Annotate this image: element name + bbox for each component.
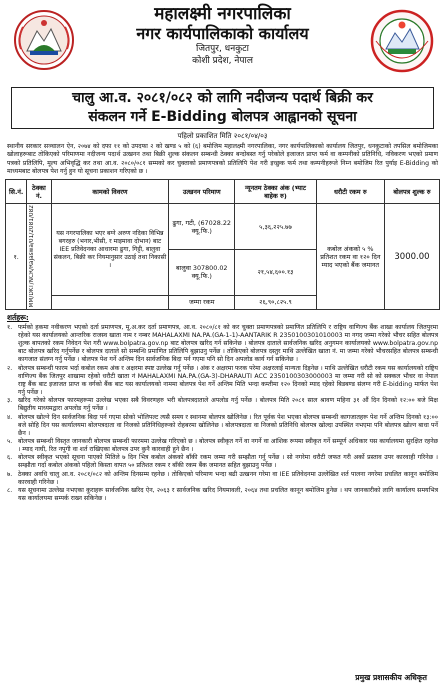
header-fee: बोलपत्र शुल्क रु: [384, 180, 439, 204]
letterhead: [5, 5, 440, 83]
header-sn: सि.नं.: [6, 180, 27, 204]
condition-item: [7, 397, 438, 413]
header-description: कामको विवरण: [51, 180, 169, 204]
condition-text: बोलपत्र स्वीकृत भएको सूचना पाएको मितिले ७ दिन भित्र कबोल अंकको बाँकी रकम जम्मा गरी सम्झौता गर्नु पर्नेछ । सो नगरेमा धरौटी जफत गरी अर्को प्रस्ताव उपर कारवाही गरिनेछ । सम्झौता गर्दा कबोल अंकको पहिलो किस्ता वापत ५० प्रतिशत रकम र बाँकी रकम बैंक जमानत सहित बुझाउनु पर्नेछ ।: [18, 454, 438, 470]
bid-details-table: [5, 179, 440, 310]
condition-number: २.: [7, 364, 13, 372]
header-deposit: धरौटी रकम रु: [316, 180, 384, 204]
cell-contract-no: [27, 204, 51, 310]
condition-text: बोलपत्र सम्बन्धी फारम भर्दा कबोल रकम अंक र अक्षरमा स्पष्ट उल्लेख गर्नु पर्नेछ । अंक र अक्षरमा फरक परेमा अक्षरलाई मान्यता दिइनेछ । माथि उल्लेखित धरौटी रकम यस कार्यालयको राष्ट्रिय वाणिज्य बैंक जितपुर शाखामा रहेको धरौटी खाता नं MAHALAXMI NA.PA.(GA-3)-DHARAUTI ACC 2350100303000003 मा जम्मा गरी सो को सक्कल भौचर वा नेपाल राष्ट्र बैंक बाट इजाजत प्राप्त क वर्गको बैंक बाट यस कार्यालयको नाममा बोलपत्र पेश गर्ने अन्तिम मिति भन्दा कम्तीमा १२० दिनको म्याद रहेको बिडबण्ड संलग्न गरी E-bidding मार्फत पेश गर्नु पर्नेछ ।: [18, 364, 438, 397]
signature-designation: प्रमुख प्रशासकीय अधिकृत: [355, 673, 427, 682]
cell-empty: [51, 295, 169, 309]
condition-number: ७.: [7, 470, 13, 478]
header-quantity: उत्खनन परिमाण: [169, 180, 235, 204]
nepal-government-emblem-icon: [13, 9, 75, 71]
header-estimate: न्यूनतम ठेक्का अंक (भ्याट बाहेक रु): [235, 180, 316, 204]
cell-quantity-sand: बालुवा 307800.02 क्यू.फि.): [169, 250, 235, 296]
cell-estimate-stone: ५,३६,२२५.७७: [235, 204, 316, 250]
condition-item: [7, 471, 438, 487]
condition-item: [7, 414, 438, 438]
condition-item: [7, 324, 438, 365]
publish-date: पहिलो प्रकाशित मिति २०८१/०४/०३: [177, 132, 268, 140]
notice-heading-box: [11, 87, 434, 129]
cell-fee: 3000.00: [384, 204, 439, 310]
condition-number: ५.: [7, 438, 13, 445]
header-contract-no: ठेक्का नं.: [27, 180, 51, 204]
cell-total-label: जम्मा रकम: [169, 295, 235, 309]
table-header-row: [6, 180, 440, 204]
condition-text: फर्मको हकमा नवीकरण भएको दर्ता प्रमाणपत्र, मू.अ.कर दर्ता प्रमाणपत्र, आ.व. २०८०/८१ को कर चुक्ता प्रमाणपत्रको प्रमाणित प्रतिलिपि र राष्ट्रिय वाणिज्य बैंक शाखा कार्यालय जितपुरमा रहेको यस कार्यालयको आन्तरिक राजस्व खाता नाम र नम्बर MAHALAXMI NA.PA.(GA-1-1)-AANTARIK R 2350100301010003 मा नगद जम्मा गरेको भौचर सहित बोलपत्र शुल्क बापतको रकम निवेदन पेश गरी www.bolpatra.gov.np बाट बोलपत्र खरिद गर्न सकिनेछ । बोलपत्र दाताले सार्वजनिक खरिद अनुगमन कार्यालयको www.bolpatra.gov.np बाट बोलपत्र खरिद गर्नुपर्नेछ र बोलपत्र दाताले सो सम्बन्धि प्रमाणित प्रतिलिपि बुझाउनु पर्नेछ । तोकिएको बोलपत्र दस्तुर माथि उल्लेखित खाता नं. मा जम्मा गरेको भौचरसहित बोलपत्र सम्बन्धी कागजात संलग्न गर्नु पर्नेछ । बोलपत्र पेश गर्ने अन्तिम दिन सार्वजनिक बिदा पर्न गएमा पनि सो दिन अपलोड कार्य गर्न सकिनेछ ।: [18, 323, 438, 364]
conditions-list: [5, 324, 440, 503]
condition-text: खरिद गरेको बोलपत्र फारमहरूमा उल्लेख भएका सबै विवरणहरु भरी बोलपत्रदाताले अपलोड गर्नु पर्नेछ । बोलपत्र मिति २०८१ साल श्रावण महिना ३१ औं दिन दिनको १२:०० बजे मिक्ष बिद्युतीय माध्यमद्वारा अपलोड गर्नु पर्नेछ ।: [18, 397, 438, 413]
condition-number: ३.: [7, 397, 13, 405]
municipality-name: महालक्ष्मी नगरपालिका: [154, 4, 291, 24]
condition-text: बोलपत्र सम्बन्धी विस्तृत जानकारी बोलपत्र सम्बन्धी फारममा उल्लेख गरिएको छ । बोलपत्र स्वीकृत गर्ने वा नगर्ने वा आंशिक रूपमा स्वीकृत गर्ने सम्पूर्ण अधिकार यस कार्यालयमा सुरक्षित रहनेछ । म्याद नाघी, रित नपुगी वा शर्त राखिएका बोलपत्र उपर कुनै कारवाही हुने छैन ।: [18, 438, 438, 454]
contract-number-text: MM/DKT/NCR/Rajaswa/01/2081/082: [29, 205, 36, 308]
condition-item: [7, 365, 438, 398]
condition-text: ठेक्का अवधि चालु आ.व. २०८१/०८२ को अन्तिम दिनसम्म रहनेछ । तोकिएको परिमाण भन्दा बढी उत्खनन गरेमा वा IEE प्रतिवेदनमा उल्लेखित शर्त पालना नगरेमा प्रचलित कानून बमोजिम कारवाही गरिनेछ ।: [18, 470, 438, 486]
condition-text: यस सूचनामा उल्लेख नभएका कुराहरू सार्वजनिक खरिद ऐन, २०६३ र सार्वजनिक खरिद नियमावली, २०६४ तथा प्रचलित कानून बमोजिम हुनेछ । थप जानकारीको लागि कार्यालय समयभित्र यस कार्यालयमा सम्पर्क राख्न सकिनेछ ।: [18, 486, 438, 503]
cell-description: यस नगरपालिका भएर बग्ने अरुण नदिका विभिन्न बगरहरु (भनार,भीसी, र माइमावा दोभान) बाट IEE प्रतिवेदनका आधारमा ढुगा, गिट्टी, बालुवा संकलन, बिक्री कर नियमानुसार उठाई तथा निकासी ।: [51, 204, 169, 296]
notice-title-line-1: चालु आ.व. २०८१/०८२ को लागि नदीजन्य पदार्थ बिक्री कर: [72, 90, 373, 106]
conditions-heading: शर्तहरू:: [7, 312, 29, 322]
intro-paragraph: स्थानीय सरकार सञ्चालन ऐन, २०७४ को दफा ११ को उपदफा २ को खण्ड ५ को (६) बमोजिम महालक्ष्मी नगरपालिका, नगर कार्यपालिकाको कार्यालय जितपुर, धनकुटाको तपसिल बमोजिमका खोलाहरूबाट तोकिएको परिमाणमा नदीजन्य पदार्थ उत्खनन तथा बिक्री शुल्क संकलन सम्बन्धी ठेक्का बन्दोबस्त गर्नु परेकोले इजाजत प्राप्त फर्म वा कम्पनीको प्रतिनिधि, नविकरण भएको प्रमाण पत्रको प्रतिलिपि, मूल्य अभिवृद्धि कर तथा आ.व. २०८०/०८१ सम्मको कर चुक्ताको प्रमाणपत्रको प्रतिलिपि पेश गरी इच्छुक फर्म तथा कम्पनीहरूले निम्न बमोजिम रित पुर्याइ E-Bidding को माध्यमबाट बोलपत्र पेश गर्नु हुन यो सूचना प्रकाशन गरिएको छ ।: [7, 143, 438, 175]
address-line-2: कोशी प्रदेश, नेपाल: [192, 56, 253, 66]
condition-number: ८.: [7, 486, 13, 494]
cell-total-value: २६,९०,८२५.९: [235, 295, 316, 309]
notice-title-line-2: संकलन गर्ने E-Bidding बोलपत्र आह्वानको सूचना: [88, 109, 357, 125]
condition-number: १.: [7, 323, 13, 331]
condition-number: ४.: [7, 413, 13, 421]
cell-estimate-sand: २१,५४,६००.१३: [235, 250, 316, 296]
municipality-logo-icon: [370, 9, 434, 73]
condition-item: [7, 487, 438, 503]
condition-item: [7, 454, 438, 470]
cell-sn: १.: [6, 204, 27, 310]
office-name: नगर कार्यपालिकाको कार्यालय: [136, 24, 309, 43]
cell-quantity-stone: ढुगा, गटी, (67028.22 क्यू.फि.): [169, 204, 235, 250]
condition-item: [7, 438, 438, 454]
cell-deposit: कबोल अंकको ५ % प्रतिशत रकम वा १२० दिन म्याद भएको बैंक जमानत: [316, 204, 384, 310]
table-row: [6, 204, 440, 250]
condition-number: ६.: [7, 454, 13, 462]
address-line-1: जितपुर, धनकुटा: [196, 44, 249, 54]
condition-text: बोलपत्र खोल्ने दिन सार्वजनिक बिदा पर्न गएमा सोको भोलिपल्ट त्यसै समय र स्थानमा बोलपत्र खोलिनेछ । रित पूर्वक पेश भएका बोलपत्र सम्बन्धी कागजातहरू पेश गर्ने अन्तिम दिनको १३:०० बजे सोहि दिन यस कार्यालयमा बोलपत्रदाता वा निजको प्रतिनिधिहरूको रोहबरमा खोलिनेछ । बोलपत्रदाता वा निजको प्रतिनिधि बोलपत्र खोल्दा उपस्थित नभएमा पनि बोलपत्र खोल्न बाधा पर्ने छैन ।: [18, 413, 438, 437]
